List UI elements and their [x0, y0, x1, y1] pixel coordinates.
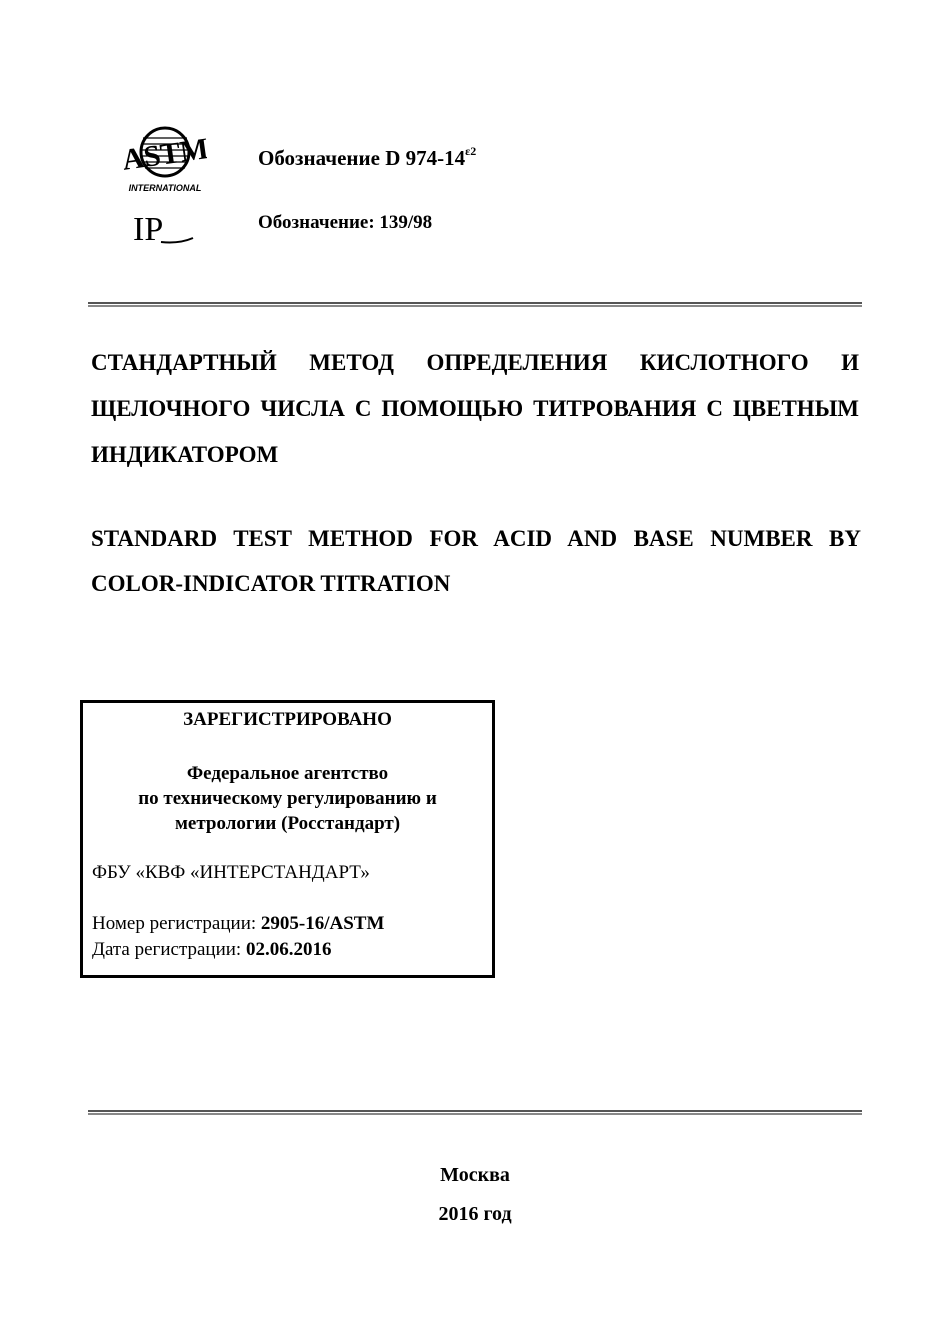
agency-line: по техническому регулированию и — [138, 788, 437, 809]
registration-heading: ЗАРЕГИСТРИРОВАНО — [183, 709, 392, 730]
footer-city: Москва — [440, 1164, 510, 1186]
agency-line: Федеральное агентство — [186, 763, 389, 784]
registration-box — [80, 700, 495, 978]
registration-number — [92, 913, 384, 935]
designation-ip: Обозначение: 139/98 — [258, 212, 433, 233]
designation-superscript: ε2 — [465, 144, 477, 158]
footer-year: 2016 год — [438, 1203, 512, 1225]
top-divider — [88, 302, 862, 307]
bottom-divider — [88, 1110, 862, 1115]
registration-number-label: Номер регистрации: — [92, 913, 261, 934]
title-english: STANDARD TEST METHOD FOR ACID AND BASE NUMBER BY COLOR-INDICATOR TITRATION — [91, 526, 861, 596]
registration-number-value: 2905-16/ASTM — [260, 913, 385, 934]
astm-logo — [123, 124, 207, 196]
registration-date-label: Дата регистрации: — [92, 939, 246, 960]
svg-text:IP: IP — [133, 211, 164, 248]
svg-text:INTERNATIONAL: INTERNATIONAL — [128, 183, 202, 193]
agency-line: метрологии (Росстандарт) — [174, 813, 401, 834]
registration-agency — [83, 761, 492, 836]
ip-logo — [131, 210, 197, 248]
svg-text:ASTM: ASTM — [123, 132, 207, 177]
registration-organization: ФБУ «КВФ «ИНТЕРСТАНДАРТ» — [92, 862, 370, 883]
title-russian: СТАНДАРТНЫЙ МЕТОД ОПРЕДЕЛЕНИЯ КИСЛОТНОГО И ЩЕЛОЧНОГО ЧИСЛА С ПОМОЩЬЮ ТИТРОВАНИЯ С ЦВЕТНЫМ ИНДИКАТОРОМ — [91, 350, 859, 467]
registration-date-value: 02.06.2016 — [245, 939, 332, 960]
registration-date — [92, 939, 331, 961]
designation-astm: Обозначение D $974-14^{\varepsilon 2}$ — [258, 144, 477, 170]
